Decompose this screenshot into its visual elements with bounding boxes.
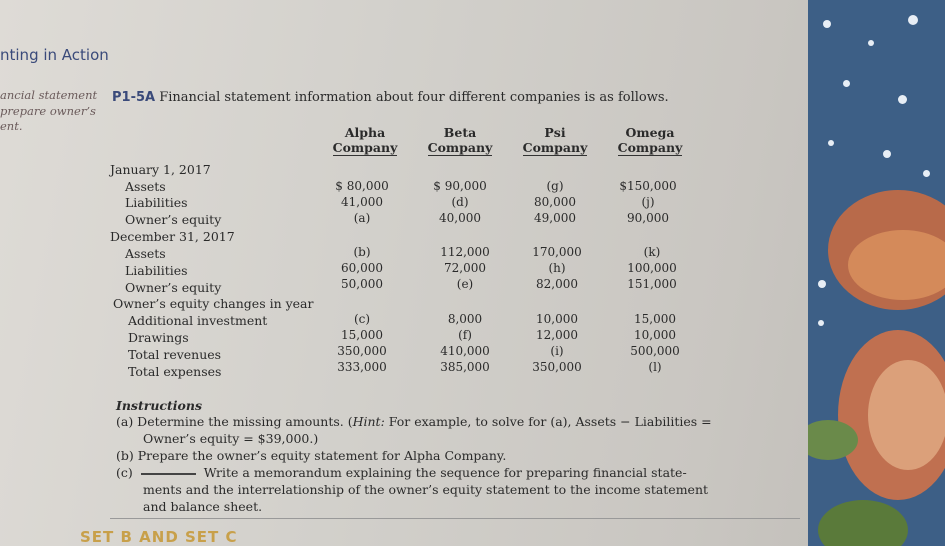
cell: 80,000 bbox=[534, 195, 576, 209]
cell: 49,000 bbox=[534, 211, 576, 225]
instruction-c-cont: and balance sheet. bbox=[143, 499, 263, 514]
running-header: nting in Action bbox=[0, 46, 109, 64]
cell: (h) bbox=[548, 261, 566, 275]
row-label: Assets bbox=[125, 179, 166, 194]
column-header-alpha: Alpha Company bbox=[332, 125, 398, 155]
floral-fabric-background bbox=[808, 0, 945, 546]
cell: (j) bbox=[641, 195, 655, 209]
cell: 15,000 bbox=[634, 312, 676, 326]
row-label: Owner’s equity bbox=[125, 212, 222, 227]
cell: 100,000 bbox=[627, 261, 677, 275]
instruction-c: (c) Write a memorandum explaining the sequence for preparing financial state- bbox=[116, 465, 687, 480]
row-label: Additional investment bbox=[128, 313, 268, 328]
cell: 10,000 bbox=[634, 328, 676, 342]
cell: 500,000 bbox=[630, 344, 680, 358]
instruction-b: (b) Prepare the owner’s equity statement for Alpha Company. bbox=[116, 448, 507, 463]
problem-text: Financial statement information about four different companies is as follows. bbox=[159, 90, 669, 105]
cell: 72,000 bbox=[444, 261, 486, 275]
section-title: December 31, 2017 bbox=[110, 229, 235, 244]
cell: (a) bbox=[353, 211, 371, 225]
section-title: Owner’s equity changes in year bbox=[113, 296, 314, 311]
column-header-psi: Psi Company bbox=[522, 125, 588, 155]
cell: 151,000 bbox=[627, 277, 677, 291]
footer-heading: SET B AND SET C bbox=[80, 528, 238, 546]
writing-icon bbox=[141, 473, 196, 475]
problem-statement bbox=[112, 90, 669, 105]
column-header-omega: Omega Company bbox=[617, 125, 683, 155]
instruction-a-cont: Owner’s equity = $39,000.) bbox=[143, 431, 319, 446]
cell: 350,000 bbox=[532, 360, 582, 374]
cell: 333,000 bbox=[337, 360, 387, 374]
cell: 8,000 bbox=[447, 312, 483, 326]
cell: (b) bbox=[353, 245, 371, 259]
cell: (k) bbox=[643, 245, 661, 259]
cell: 60,000 bbox=[341, 261, 383, 275]
margin-note: ent. bbox=[0, 119, 23, 133]
cell: 50,000 bbox=[341, 277, 383, 291]
cell: 170,000 bbox=[532, 245, 582, 259]
section-title: January 1, 2017 bbox=[110, 162, 211, 177]
margin-note: ancial statement bbox=[0, 88, 98, 102]
cell: (l) bbox=[648, 360, 662, 374]
problem-id: P1-5A bbox=[112, 90, 156, 105]
cell: 82,000 bbox=[536, 277, 578, 291]
cell: (f) bbox=[458, 328, 472, 342]
cell: $150,000 bbox=[619, 179, 677, 193]
cell: 385,000 bbox=[440, 360, 490, 374]
flower-petal bbox=[868, 360, 945, 470]
cell: 350,000 bbox=[337, 344, 387, 358]
cell: 12,000 bbox=[536, 328, 578, 342]
column-header-beta: Beta Company bbox=[427, 125, 493, 155]
row-label: Liabilities bbox=[125, 263, 188, 278]
cell: 410,000 bbox=[440, 344, 490, 358]
leaf bbox=[818, 500, 908, 546]
cell: 40,000 bbox=[439, 211, 481, 225]
row-label: Total revenues bbox=[128, 347, 222, 362]
cell: 41,000 bbox=[341, 195, 383, 209]
section-divider bbox=[110, 518, 800, 519]
cell: (d) bbox=[451, 195, 469, 209]
row-label: Liabilities bbox=[125, 195, 188, 210]
cell: 10,000 bbox=[536, 312, 578, 326]
cell: (g) bbox=[546, 179, 564, 193]
instructions-title: Instructions bbox=[116, 398, 203, 413]
cell: 15,000 bbox=[341, 328, 383, 342]
instruction-a: (a) Determine the missing amounts. (Hint: For example, to solve for (a), Assets − Liabilities = bbox=[116, 414, 712, 429]
cell: 90,000 bbox=[627, 211, 669, 225]
cell: $ 80,000 bbox=[335, 179, 389, 193]
row-label: Assets bbox=[125, 246, 166, 261]
row-label: Owner’s equity bbox=[125, 280, 222, 295]
row-label: Drawings bbox=[128, 330, 189, 345]
cell: (c) bbox=[353, 312, 371, 326]
instruction-c-cont: ments and the interrelationship of the owner’s equity statement to the income statement bbox=[143, 482, 709, 497]
cell: (e) bbox=[456, 277, 474, 291]
margin-note: prepare owner’s bbox=[0, 104, 96, 118]
cell: 112,000 bbox=[440, 245, 490, 259]
row-label: Total expenses bbox=[128, 364, 222, 379]
cell: $ 90,000 bbox=[433, 179, 487, 193]
cell: (i) bbox=[550, 344, 564, 358]
